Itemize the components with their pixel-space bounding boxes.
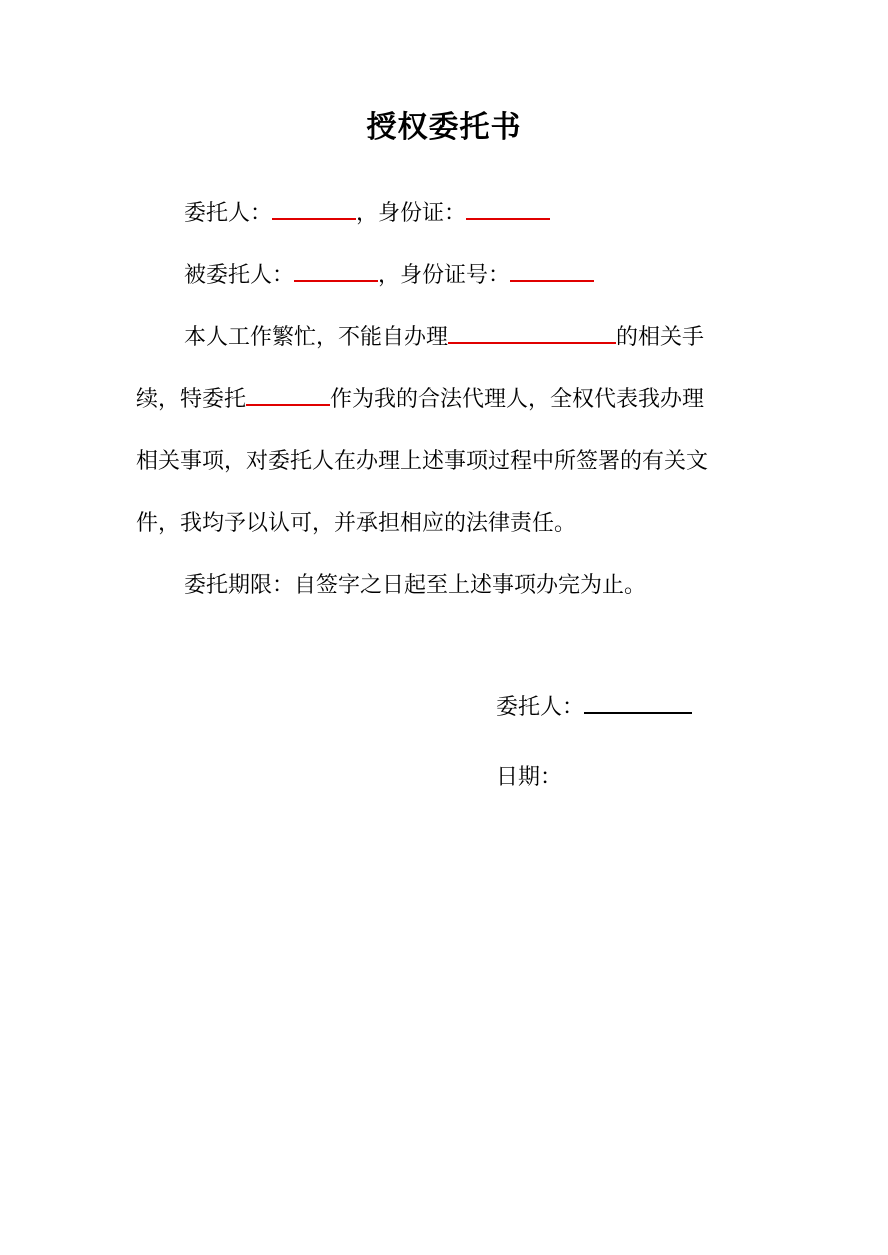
- signature-date-label: 日期：: [496, 765, 563, 790]
- body-text-1b: 的相关手: [616, 325, 705, 350]
- signature-date-line: [496, 760, 562, 796]
- body-text-2b: 作为我的合法代理人，全权代表我办理: [330, 387, 705, 412]
- body-line-4: 件，我均予以认可，并承担相应的法律责任。: [136, 511, 577, 536]
- agent-id-blank[interactable]: [510, 260, 594, 282]
- matter-blank[interactable]: [448, 322, 616, 344]
- agent-designate-blank[interactable]: [246, 384, 330, 406]
- body-line-3: 相关事项，对委托人在办理上述事项过程中所签署的有关文: [136, 449, 709, 474]
- body-text-1a: 本人工作繁忙，不能自办理: [184, 325, 449, 350]
- body-line-1: [136, 320, 824, 356]
- agent-line: [136, 258, 824, 294]
- agent-id-label: ，身份证号：: [378, 263, 511, 288]
- body-text-2a: 续，特委托: [136, 387, 247, 412]
- signature-blank[interactable]: [584, 692, 692, 714]
- document-title: 授权委托书: [366, 110, 522, 145]
- agent-label: 被委托人：: [184, 263, 295, 288]
- principal-line: [136, 196, 824, 232]
- principal-label: 委托人：: [184, 201, 273, 226]
- body-line-2: [136, 382, 776, 418]
- principal-name-blank[interactable]: [272, 198, 356, 220]
- signature-principal-label: 委托人：: [496, 695, 585, 720]
- term-line: 委托期限：自签字之日起至上述事项办完为止。: [184, 573, 647, 598]
- principal-id-blank[interactable]: [466, 198, 550, 220]
- signature-principal-line: [496, 690, 692, 726]
- principal-id-label: ，身份证：: [356, 201, 467, 226]
- agent-name-blank[interactable]: [294, 260, 378, 282]
